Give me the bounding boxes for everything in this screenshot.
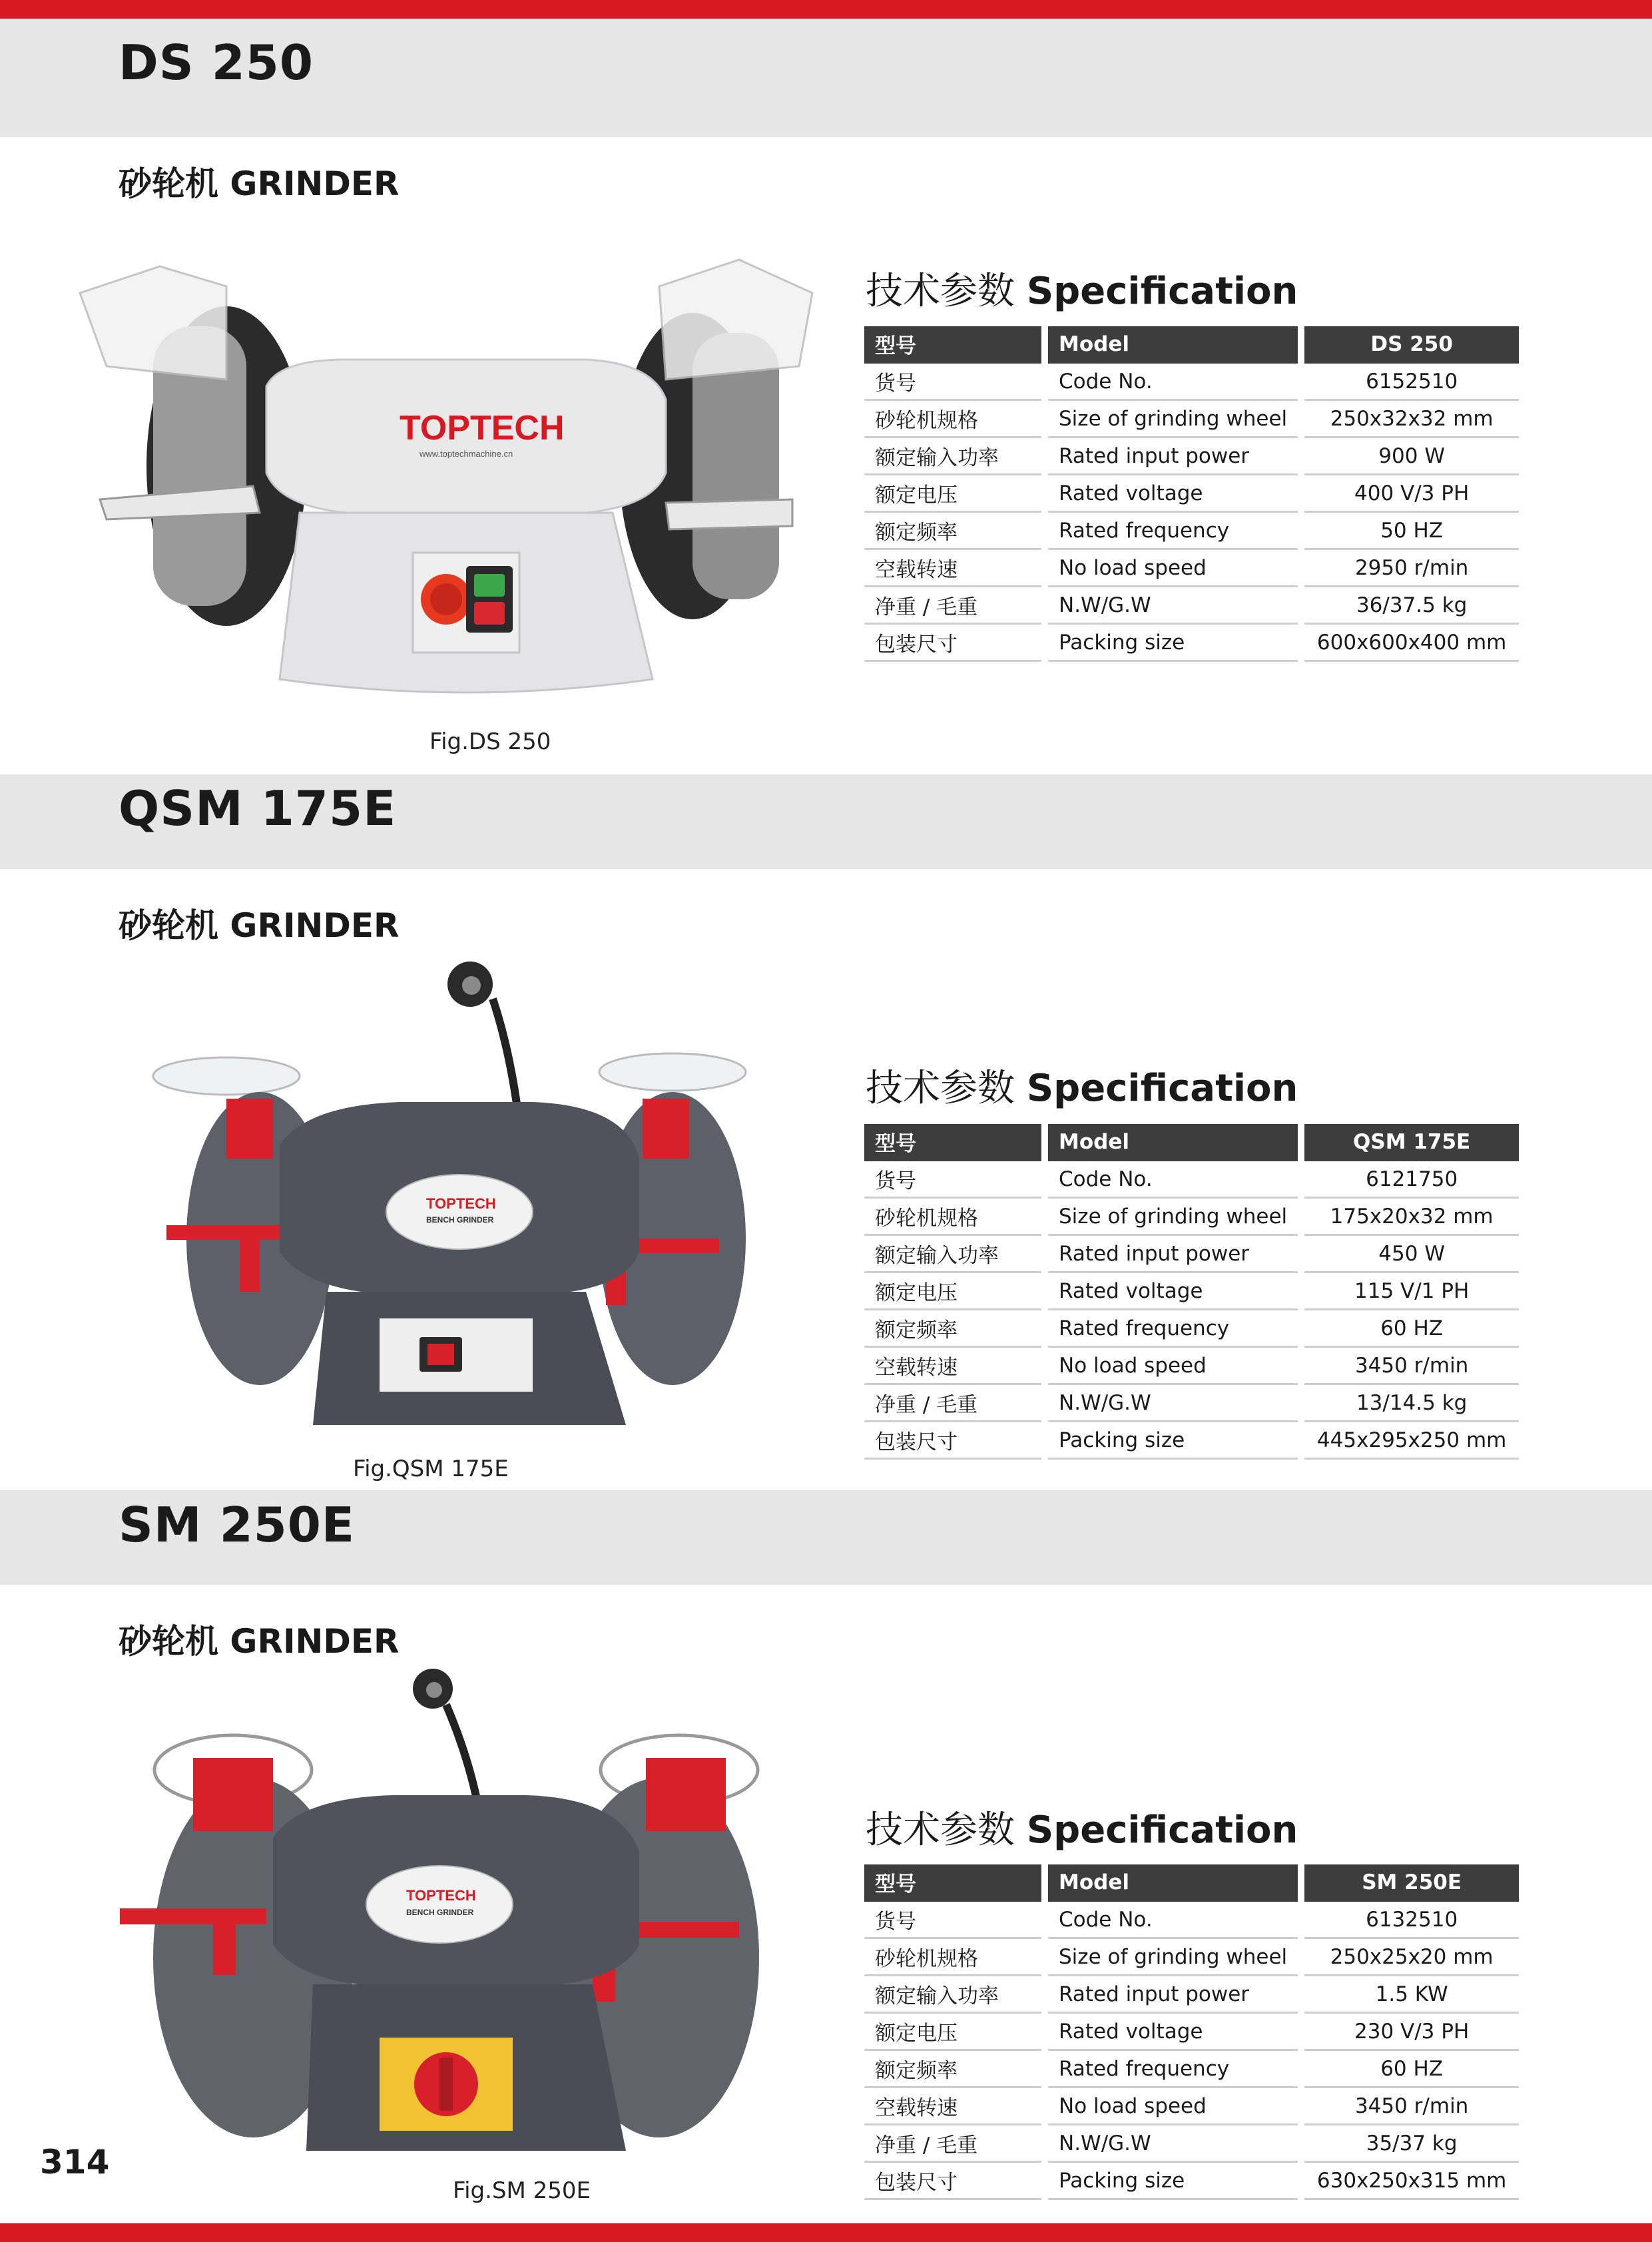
- row-label-cn: 额定频率: [864, 1310, 1041, 1348]
- row-label-en: Rated input power: [1048, 1976, 1298, 2014]
- row-value: 600x600x400 mm: [1304, 625, 1519, 662]
- row-label-cn: 额定电压: [864, 1273, 1041, 1310]
- table-row: [864, 2088, 1519, 2125]
- row-label-en: Rated voltage: [1048, 475, 1298, 513]
- row-label-en: Rated frequency: [1048, 1310, 1298, 1348]
- spec-title-cn: 技术参数: [866, 1067, 1015, 1110]
- spec-header-row: [864, 326, 1519, 364]
- row-label-en: Code No.: [1048, 364, 1298, 401]
- row-value: 900 W: [1304, 438, 1519, 475]
- table-row: [864, 1422, 1519, 1460]
- row-label-en: Size of grinding wheel: [1048, 1939, 1298, 1976]
- row-label-en: No load speed: [1048, 2088, 1298, 2125]
- brand-logo: TOPTECH: [400, 409, 565, 447]
- header-en: Model: [1048, 1864, 1298, 1902]
- row-label-cn: 货号: [864, 1902, 1041, 1939]
- row-value: 60 HZ: [1304, 1310, 1519, 1348]
- row-label-en: Code No.: [1048, 1902, 1298, 1939]
- table-row: [864, 1385, 1519, 1422]
- row-value: 60 HZ: [1304, 2051, 1519, 2088]
- row-label-en: N.W/G.W: [1048, 2125, 1298, 2163]
- row-label-cn: 净重 / 毛重: [864, 587, 1041, 625]
- table-row: [864, 513, 1519, 550]
- spec-title: [866, 262, 1298, 315]
- table-row: [864, 364, 1519, 401]
- row-label-en: No load speed: [1048, 1348, 1298, 1385]
- row-value: 36/37.5 kg: [1304, 587, 1519, 625]
- header-en: Model: [1048, 1124, 1298, 1161]
- spec-header-row: [864, 1864, 1519, 1902]
- spec-title-cn: 技术参数: [866, 270, 1015, 313]
- row-value: 250x32x32 mm: [1304, 401, 1519, 438]
- row-label-en: Packing size: [1048, 625, 1298, 662]
- header-en: Model: [1048, 326, 1298, 364]
- table-row: [864, 1939, 1519, 1976]
- row-label-en: N.W/G.W: [1048, 587, 1298, 625]
- table-row: [864, 2125, 1519, 2163]
- row-value: 6152510: [1304, 364, 1519, 401]
- row-label-en: No load speed: [1048, 550, 1298, 587]
- spec-title-en: Specification: [1026, 270, 1298, 313]
- brand-logo: TOPTECH: [426, 1195, 496, 1212]
- row-label-cn: 空载转速: [864, 1348, 1041, 1385]
- row-value: 2950 r/min: [1304, 550, 1519, 587]
- row-value: 35/37 kg: [1304, 2125, 1519, 2163]
- row-label-en: Rated input power: [1048, 1236, 1298, 1273]
- spec-header-row: [864, 1124, 1519, 1161]
- row-value: 13/14.5 kg: [1304, 1385, 1519, 1422]
- spec-title: [866, 1059, 1298, 1112]
- table-row: [864, 1902, 1519, 1939]
- row-label-cn: 额定输入功率: [864, 438, 1041, 475]
- table-row: [864, 438, 1519, 475]
- table-row: [864, 1273, 1519, 1310]
- product-subtitle: 砂轮机 GRINDER: [119, 164, 400, 203]
- row-label-cn: 空载转速: [864, 550, 1041, 587]
- table-row: [864, 625, 1519, 662]
- row-label-en: Rated voltage: [1048, 2014, 1298, 2051]
- sm250e-grinder-image: [113, 1665, 799, 2171]
- row-label-cn: 额定输入功率: [864, 1236, 1041, 1273]
- row-label-en: Rated voltage: [1048, 1273, 1298, 1310]
- bottom-red-bar: [0, 2223, 1652, 2242]
- header-value: DS 250: [1304, 326, 1519, 364]
- row-label-cn: 净重 / 毛重: [864, 1385, 1041, 1422]
- table-row: [864, 2163, 1519, 2200]
- table-row: [864, 2051, 1519, 2088]
- row-label-en: Packing size: [1048, 2163, 1298, 2200]
- model-title: QSM 175E: [119, 780, 397, 836]
- qsm175e-grinder-image: [146, 959, 766, 1445]
- product-subtitle: 砂轮机 GRINDER: [119, 1622, 400, 1661]
- spec-title-cn: 技术参数: [866, 1809, 1015, 1852]
- row-label-cn: 空载转速: [864, 2088, 1041, 2125]
- top-red-bar: [0, 0, 1652, 19]
- table-row: [864, 587, 1519, 625]
- spec-table: [858, 326, 1525, 662]
- spec-title-en: Specification: [1026, 1809, 1298, 1852]
- header-cn: 型号: [864, 326, 1041, 364]
- table-row: [864, 1199, 1519, 1236]
- brand-logo: TOPTECH: [406, 1887, 476, 1904]
- row-value: 630x250x315 mm: [1304, 2163, 1519, 2200]
- row-value: 6132510: [1304, 1902, 1519, 1939]
- row-label-cn: 额定电压: [864, 2014, 1041, 2051]
- row-label-en: Code No.: [1048, 1161, 1298, 1199]
- row-value: 6121750: [1304, 1161, 1519, 1199]
- row-label-en: Size of grinding wheel: [1048, 1199, 1298, 1236]
- row-label-en: Rated input power: [1048, 438, 1298, 475]
- row-value: 50 HZ: [1304, 513, 1519, 550]
- model-title: SM 250E: [119, 1497, 356, 1553]
- table-row: [864, 401, 1519, 438]
- table-row: [864, 1161, 1519, 1199]
- row-label-cn: 净重 / 毛重: [864, 2125, 1041, 2163]
- table-row: [864, 2014, 1519, 2051]
- spec-table: [858, 1864, 1525, 2200]
- row-label-cn: 砂轮机规格: [864, 1939, 1041, 1976]
- header-cn: 型号: [864, 1124, 1041, 1161]
- row-value: 115 V/1 PH: [1304, 1273, 1519, 1310]
- row-label-cn: 货号: [864, 1161, 1041, 1199]
- spec-title: [866, 1801, 1298, 1854]
- row-label-en: Rated frequency: [1048, 513, 1298, 550]
- brand-url: www.toptechmachine.cn: [419, 449, 513, 459]
- spec-title-en: Specification: [1026, 1067, 1298, 1110]
- table-row: [864, 1236, 1519, 1273]
- row-value: 1.5 KW: [1304, 1976, 1519, 2014]
- row-label-cn: 砂轮机规格: [864, 1199, 1041, 1236]
- row-label-en: Packing size: [1048, 1422, 1298, 1460]
- table-row: [864, 1348, 1519, 1385]
- row-label-cn: 砂轮机规格: [864, 401, 1041, 438]
- row-value: 175x20x32 mm: [1304, 1199, 1519, 1236]
- row-value: 3450 r/min: [1304, 2088, 1519, 2125]
- row-value: 450 W: [1304, 1236, 1519, 1273]
- figure-caption: Fig.QSM 175E: [353, 1456, 509, 1482]
- plate-text: BENCH GRINDER: [426, 1215, 494, 1225]
- header-value: SM 250E: [1304, 1864, 1519, 1902]
- row-label-en: Rated frequency: [1048, 2051, 1298, 2088]
- row-label-en: Size of grinding wheel: [1048, 401, 1298, 438]
- page-number: 314: [40, 2143, 110, 2181]
- row-value: 445x295x250 mm: [1304, 1422, 1519, 1460]
- header-cn: 型号: [864, 1864, 1041, 1902]
- row-value: 3450 r/min: [1304, 1348, 1519, 1385]
- table-row: [864, 475, 1519, 513]
- row-label-cn: 额定输入功率: [864, 1976, 1041, 2014]
- row-value: 400 V/3 PH: [1304, 475, 1519, 513]
- table-row: [864, 1976, 1519, 2014]
- row-label-en: N.W/G.W: [1048, 1385, 1298, 1422]
- ds250-grinder-image: [67, 246, 839, 712]
- row-label-cn: 额定频率: [864, 513, 1041, 550]
- figure-caption: Fig.SM 250E: [453, 2177, 591, 2204]
- row-label-cn: 额定电压: [864, 475, 1041, 513]
- header-value: QSM 175E: [1304, 1124, 1519, 1161]
- model-title: DS 250: [119, 35, 314, 91]
- table-row: [864, 1310, 1519, 1348]
- row-label-cn: 额定频率: [864, 2051, 1041, 2088]
- table-row: [864, 550, 1519, 587]
- row-label-cn: 包装尺寸: [864, 625, 1041, 662]
- row-label-cn: 货号: [864, 364, 1041, 401]
- spec-table: [858, 1124, 1525, 1460]
- plate-text: BENCH GRINDER: [406, 1908, 474, 1917]
- row-label-cn: 包装尺寸: [864, 1422, 1041, 1460]
- figure-caption: Fig.DS 250: [429, 728, 551, 755]
- row-value: 230 V/3 PH: [1304, 2014, 1519, 2051]
- row-value: 250x25x20 mm: [1304, 1939, 1519, 1976]
- row-label-cn: 包装尺寸: [864, 2163, 1041, 2200]
- product-subtitle: 砂轮机 GRINDER: [119, 906, 400, 945]
